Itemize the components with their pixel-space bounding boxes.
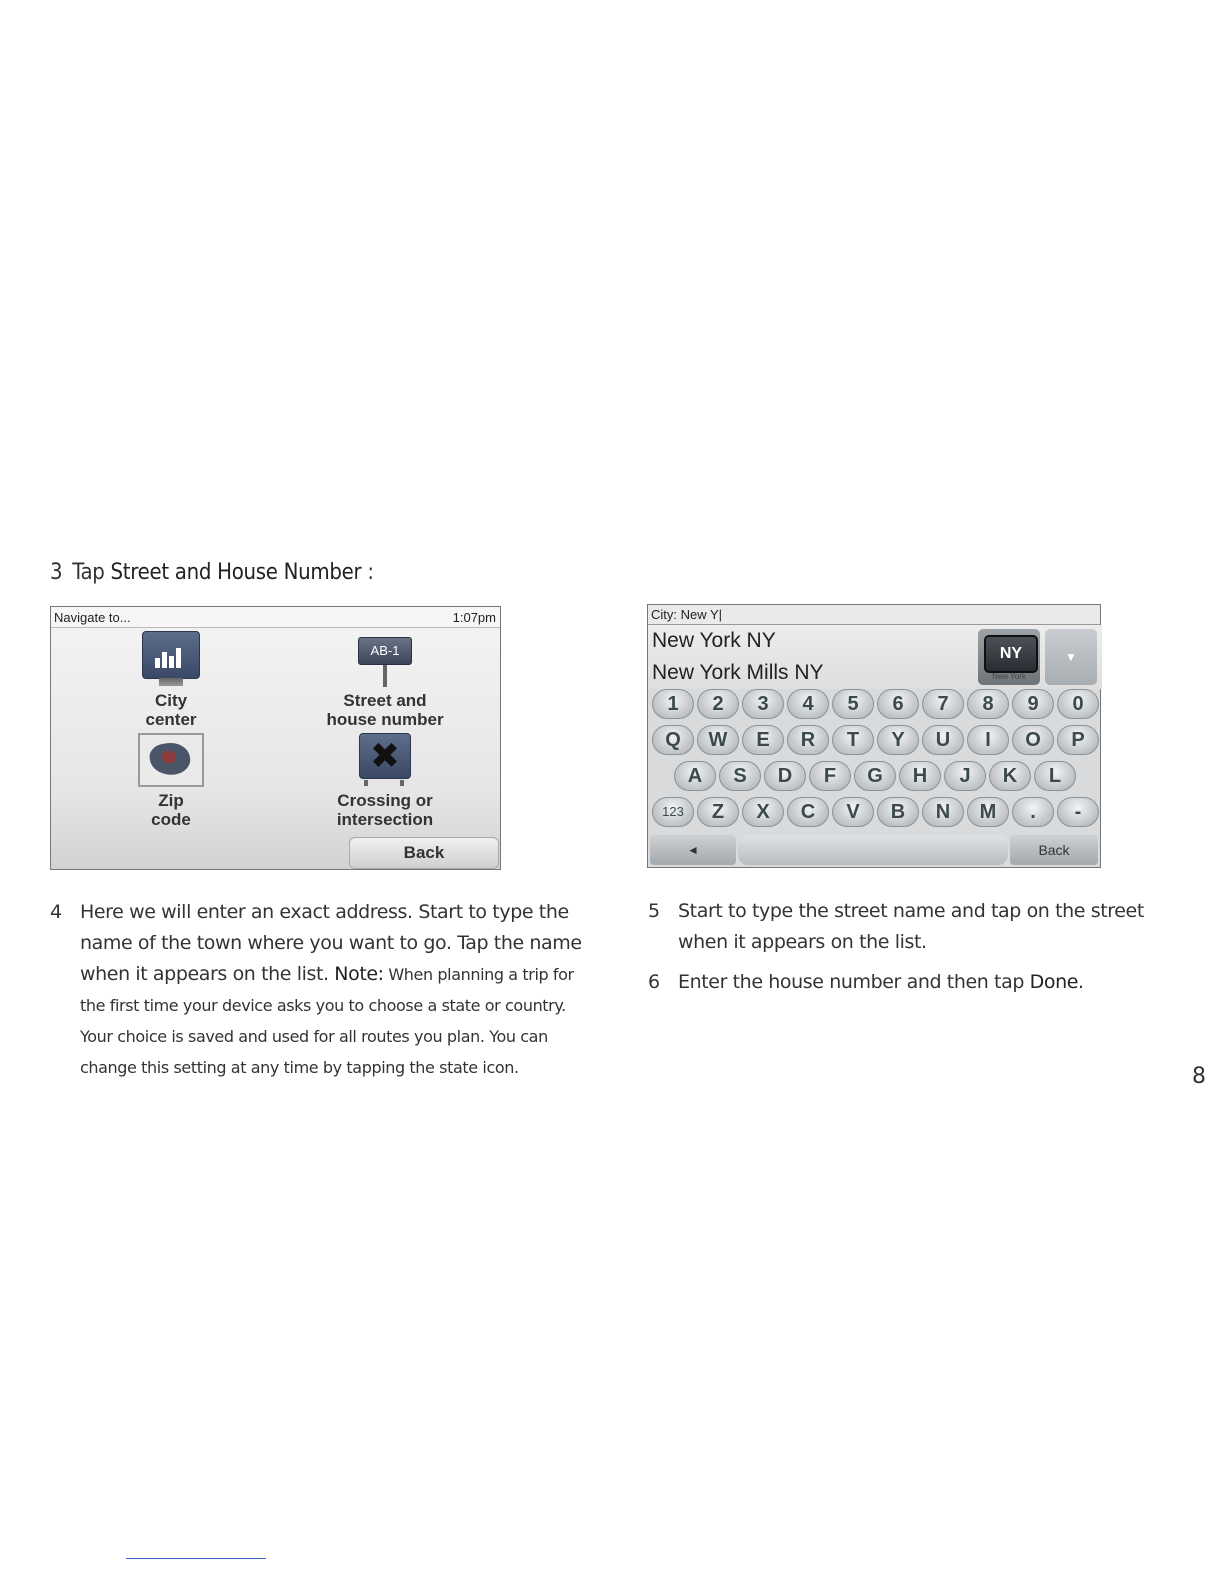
key-7[interactable]: 7 bbox=[922, 689, 964, 719]
key-4[interactable]: 4 bbox=[787, 689, 829, 719]
step-number: 3 bbox=[50, 560, 63, 585]
key-l[interactable]: L bbox=[1034, 761, 1076, 791]
result-item[interactable]: New York Mills NY bbox=[652, 661, 824, 684]
key-g[interactable]: G bbox=[854, 761, 896, 791]
step-emphasis: Done bbox=[1029, 971, 1079, 993]
key-k[interactable]: K bbox=[989, 761, 1031, 791]
clock: 1:07pm bbox=[452, 610, 496, 625]
key-w[interactable]: W bbox=[697, 725, 739, 755]
key-6[interactable]: 6 bbox=[877, 689, 919, 719]
key-q[interactable]: Q bbox=[652, 725, 694, 755]
key-s[interactable]: S bbox=[719, 761, 761, 791]
note-text: When planning a trip for the first time your device asks you to choose a state or country. Your choice is saved and used for all routes you plan. You can change this setting at any time by tapping the state icon. bbox=[80, 965, 574, 1077]
key-a[interactable]: A bbox=[674, 761, 716, 791]
page-number: 8 bbox=[1192, 1064, 1206, 1089]
street-house-number-button[interactable]: AB-1 Street and house number bbox=[295, 631, 475, 729]
step-number: 5 bbox=[648, 900, 660, 922]
key-period[interactable]: . bbox=[1012, 797, 1054, 827]
step-6-instruction: 6 Enter the house number and then tap Done. bbox=[678, 967, 1178, 998]
key-b[interactable]: B bbox=[877, 797, 919, 827]
key-9[interactable]: 9 bbox=[1012, 689, 1054, 719]
note-label: Note: bbox=[334, 963, 384, 985]
key-t[interactable]: T bbox=[832, 725, 874, 755]
key-r[interactable]: R bbox=[787, 725, 829, 755]
step-5-instruction: 5 Start to type the street name and tap on the street when it appears on the list. bbox=[678, 896, 1178, 958]
space-bar[interactable] bbox=[738, 835, 1008, 865]
back-button[interactable]: Back bbox=[349, 837, 499, 869]
key-d[interactable]: D bbox=[764, 761, 806, 791]
key-1[interactable]: 1 bbox=[652, 689, 694, 719]
key-8[interactable]: 8 bbox=[967, 689, 1009, 719]
step-4-instruction: 4 Here we will enter an exact address. Start to type the name of the town where you want to go. Tap the name when it appears on the list. Note: When planning a trip for the first time your device asks you to choose a state or country. Your choice is saved and used for all routes you plan. You can change this setting at any time by tapping the state icon. bbox=[80, 897, 590, 1083]
key-h[interactable]: H bbox=[899, 761, 941, 791]
key-3[interactable]: 3 bbox=[742, 689, 784, 719]
zip-code-button[interactable]: Zip code bbox=[81, 733, 261, 829]
city-icon bbox=[142, 631, 200, 679]
city-center-button[interactable]: City center bbox=[81, 631, 261, 729]
key-e[interactable]: E bbox=[742, 725, 784, 755]
dropdown-button[interactable]: ▼ bbox=[1045, 629, 1097, 685]
zip-map-icon bbox=[138, 733, 204, 787]
screen-title: Navigate to... bbox=[54, 610, 131, 625]
key-m[interactable]: M bbox=[967, 797, 1009, 827]
key-123[interactable]: 123 bbox=[652, 797, 694, 827]
crossing-intersection-button[interactable]: ✖ Crossing or intersection bbox=[336, 735, 434, 829]
key-2[interactable]: 2 bbox=[697, 689, 739, 719]
navigate-to-screen bbox=[50, 606, 501, 870]
back-button[interactable]: Back bbox=[1010, 835, 1098, 865]
key-j[interactable]: J bbox=[944, 761, 986, 791]
result-item[interactable]: New York NY bbox=[652, 629, 776, 652]
step-number: 6 bbox=[648, 971, 660, 993]
city-input-field[interactable]: City: New Y| bbox=[648, 605, 1100, 625]
key-i[interactable]: I bbox=[967, 725, 1009, 755]
keyboard-bottom-bar bbox=[648, 833, 1102, 867]
state-label: NY bbox=[984, 635, 1038, 673]
road-sign-icon: AB-1 bbox=[358, 637, 412, 665]
key-0[interactable]: 0 bbox=[1057, 689, 1099, 719]
key-f[interactable]: F bbox=[809, 761, 851, 791]
key-dash[interactable]: - bbox=[1057, 797, 1099, 827]
state-button[interactable] bbox=[978, 629, 1040, 685]
city-entry-screen bbox=[647, 604, 1101, 868]
key-n[interactable]: N bbox=[922, 797, 964, 827]
step-number: 4 bbox=[50, 901, 62, 923]
key-y[interactable]: Y bbox=[877, 725, 919, 755]
backspace-arrow-button[interactable]: ◄ bbox=[650, 835, 736, 865]
key-v[interactable]: V bbox=[832, 797, 874, 827]
key-u[interactable]: U bbox=[922, 725, 964, 755]
key-5[interactable]: 5 bbox=[832, 689, 874, 719]
key-p[interactable]: P bbox=[1057, 725, 1099, 755]
key-z[interactable]: Z bbox=[697, 797, 739, 827]
state-sublabel: New York bbox=[992, 672, 1026, 681]
footer-divider bbox=[126, 1558, 266, 1559]
step-3-instruction: 3 Tap Street and House Number : bbox=[50, 560, 374, 585]
step-emphasis: Street and House Number bbox=[110, 560, 362, 585]
key-c[interactable]: C bbox=[787, 797, 829, 827]
crossing-icon: ✖ bbox=[359, 733, 411, 779]
key-o[interactable]: O bbox=[1012, 725, 1054, 755]
key-x[interactable]: X bbox=[742, 797, 784, 827]
screen-header bbox=[51, 607, 500, 628]
